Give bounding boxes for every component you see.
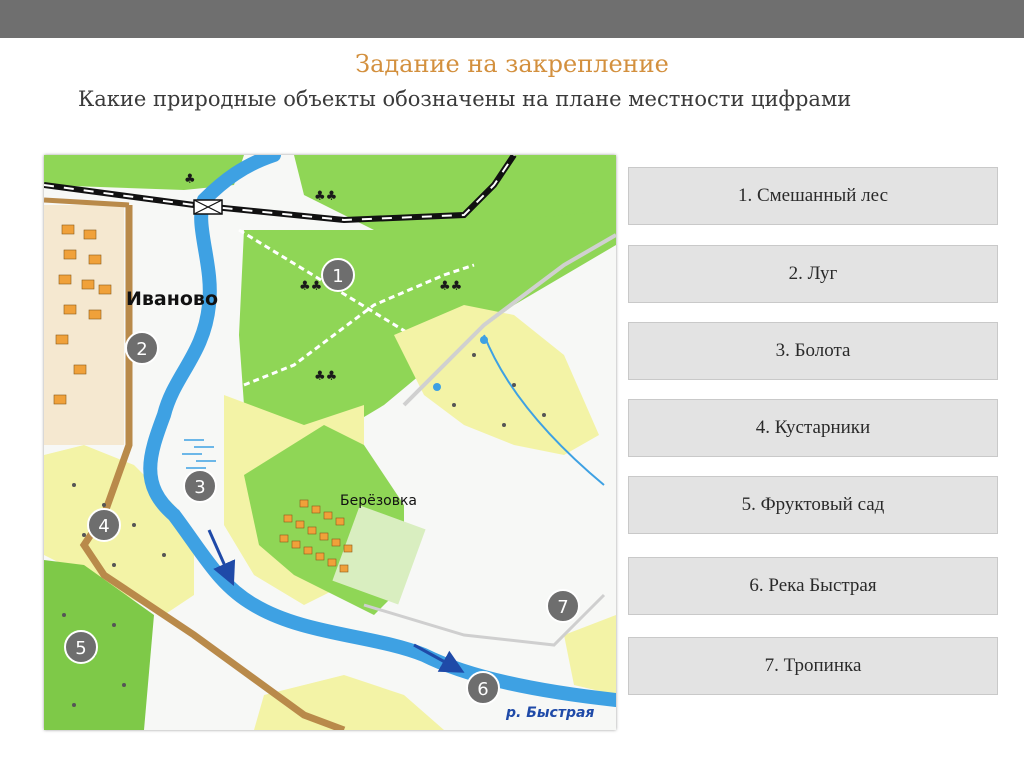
terrain-map [44, 155, 616, 730]
ivanovo-area [44, 205, 124, 445]
answer-7[interactable]: 7. Тропинка [628, 637, 998, 695]
svg-text:4: 4 [98, 516, 110, 537]
question-text: Какие природные объекты обозначены на плане местности цифрами [78, 87, 852, 111]
marker-6 [467, 672, 499, 704]
label-berezovka: Берёзовка [340, 493, 418, 509]
label-ivanovo: Иваново [126, 288, 219, 310]
svg-text:2: 2 [136, 339, 148, 360]
marker-5 [65, 631, 97, 663]
label-river: р. Быстрая [506, 705, 595, 721]
marker-3 [184, 470, 216, 502]
svg-text:♣♣: ♣♣ [314, 189, 338, 204]
svg-text:♣♣: ♣♣ [299, 279, 323, 294]
answer-4[interactable]: 4. Кустарники [628, 399, 998, 457]
answer-6[interactable]: 6. Река Быстрая [628, 557, 998, 615]
marker-2 [126, 332, 158, 364]
answer-1[interactable]: 1. Смешанный лес [628, 167, 998, 225]
svg-text:3: 3 [194, 477, 206, 498]
railway-bridge [194, 200, 222, 214]
marker-1 [322, 259, 354, 291]
marker-7 [547, 590, 579, 622]
svg-text:5: 5 [75, 638, 87, 659]
answer-3[interactable]: 3. Болота [628, 322, 998, 380]
answer-2[interactable]: 2. Луг [628, 245, 998, 303]
svg-text:♣♣: ♣♣ [314, 369, 338, 384]
svg-text:1: 1 [332, 266, 344, 287]
answer-5[interactable]: 5. Фруктовый сад [628, 476, 998, 534]
svg-text:6: 6 [477, 679, 489, 700]
svg-text:♣♣: ♣♣ [439, 279, 463, 294]
top-bar [0, 0, 1024, 38]
svg-text:♣: ♣ [184, 172, 196, 187]
marker-4 [88, 509, 120, 541]
slide-title: Задание на закрепление [355, 50, 669, 78]
svg-text:7: 7 [557, 597, 569, 618]
